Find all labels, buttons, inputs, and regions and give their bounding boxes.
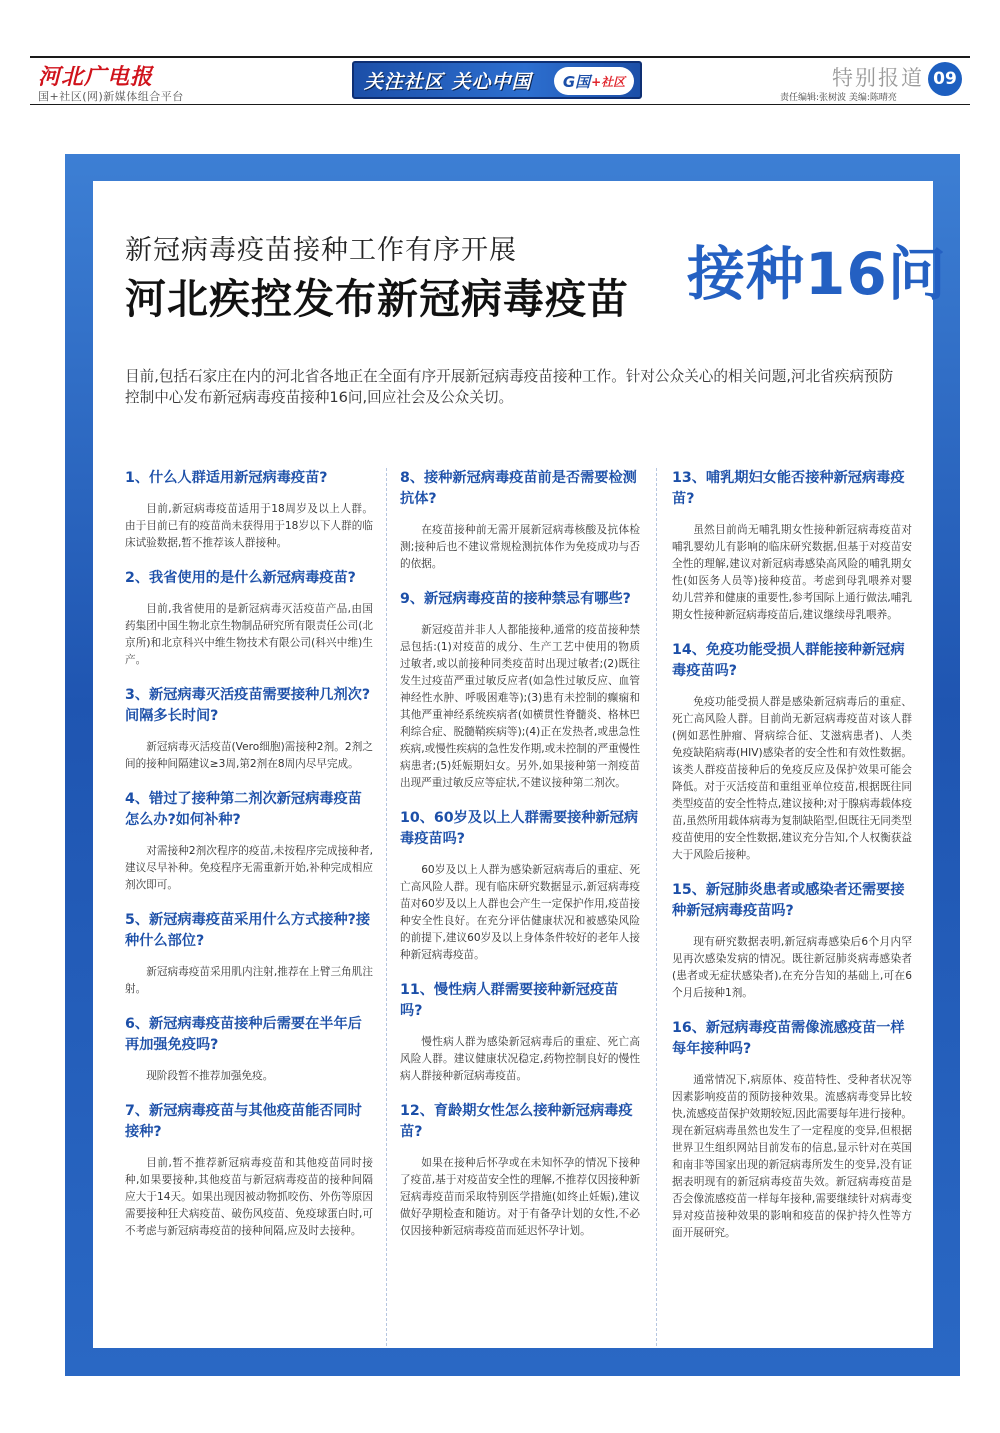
question-heading: 9、新冠病毒疫苗的接种禁忌有哪些? <box>400 591 631 607</box>
answer-text: 新冠疫苗并非人人都能接种,通常的疫苗接种禁忌包括:(1)对疫苗的成分、生产工艺中使用的物质过敏者,或以前接种同类疫苗时出现过敏者;(2)既往发生过疫苗严重过敏反应者(如急性过敏反应、血管神经性水肿、呼吸困难等);(3)患有未控制的癫痫和其他严重神经系统疾病者(如横贯性脊髓炎、格林巴利综合症、脱髓鞘疾病等);(4)正在发热者,或患急性疾病,或慢性疾病的急性发作期,或未控制的严重慢性病患者;(5)妊娠期妇女。另外,如果接种第一剂疫苗出现严重过敏反应等症状,不建议接种第二剂次。 <box>400 624 640 789</box>
article-lead: 目前,包括石家庄在内的河北省各地正在全面有序开展新冠病毒疫苗接种工作。针对公众关心的相关问题,河北省疾病预防控制中心发布新冠病毒疫苗接种16问,回应社会及公众关切。 <box>125 368 894 406</box>
answer-text: 现有研究数据表明,新冠病毒感染后6个月内罕见再次感染发病的情况。既往新冠肺炎病毒感染者(患者或无症状感染者),在充分告知的基础上,可在6个月后接种1剂。 <box>672 936 912 999</box>
question-heading: 13、哺乳期妇女能否接种新冠病毒疫苗? <box>672 470 905 507</box>
article-subtitle: 新冠病毒疫苗接种工作有序开展 <box>125 235 517 266</box>
column-1 <box>125 468 373 1256</box>
question-heading: 4、错过了接种第二剂次新冠病毒疫苗怎么办?如何补种? <box>125 791 362 828</box>
answer-text: 60岁及以上人群为感染新冠病毒后的重症、死亡高风险人群。现有临床研究数据显示,新冠病毒疫苗对60岁及以上人群也会产生一定保护作用,疫苗接种安全性良好。在充分评估健康状况和被感染风险的前提下,建议60岁及以上身体条件较好的老年人接种新冠病毒疫苗。 <box>400 864 640 961</box>
column-divider <box>656 468 657 1346</box>
question-heading: 5、新冠病毒疫苗采用什么方式接种?接种什么部位? <box>125 912 371 949</box>
answer-text: 目前,暂不推荐新冠病毒疫苗和其他疫苗同时接种,如果要接种,其他疫苗与新冠病毒疫苗的接种间隔应大于14天。如果出现因被动物抓咬伤、外伤等原因需要接种狂犬病疫苗、破伤风疫苗、免疫球蛋白时,可不考虑与新冠病毒疫苗的接种间隔,应及时去接种。 <box>125 1157 373 1237</box>
column-divider <box>386 468 387 1346</box>
article-title-emphasis: 接种16问 <box>687 240 947 308</box>
question-heading: 3、新冠病毒灭活疫苗需要接种几剂次?间隔多长时间? <box>125 687 371 724</box>
answer-text: 如果在接种后怀孕或在未知怀孕的情况下接种了疫苗,基于对疫苗安全性的理解,不推荐仅因接种新冠病毒疫苗而采取特别医学措施(如终止妊娠),建议做好孕期检查和随访。对于有备孕计划的女性,不必仅因接种新冠病毒疫苗而延迟怀孕计划。 <box>400 1157 640 1237</box>
question-heading: 6、新冠病毒疫苗接种后需要在半年后再加强免疫吗? <box>125 1016 362 1053</box>
header-bottom-rule <box>30 104 970 105</box>
question-heading: 15、新冠肺炎患者或感染者还需要接种新冠病毒疫苗吗? <box>672 882 905 919</box>
question-heading: 12、育龄期女性怎么接种新冠病毒疫苗? <box>400 1103 633 1140</box>
answer-text: 在疫苗接种前无需开展新冠病毒核酸及抗体检测;接种后也不建议常规检测抗体作为免疫成功与否的依据。 <box>400 524 640 570</box>
masthead-logo: 河北广电报 <box>38 64 154 90</box>
question-heading: 8、接种新冠病毒疫苗前是否需要检测抗体? <box>400 470 637 507</box>
question-heading: 16、新冠病毒疫苗需像流感疫苗一样每年接种吗? <box>672 1020 905 1057</box>
editors-credit: 责任编辑:张树波 美编:陈晴亮 <box>780 93 897 103</box>
banner-text: 关注社区 关心中国 <box>364 70 532 93</box>
banner-logo-text: G国 <box>562 72 591 91</box>
answer-text: 新冠病毒疫苗采用肌内注射,推荐在上臂三角肌注射。 <box>125 966 373 995</box>
banner-logo <box>554 67 634 95</box>
column-2 <box>400 468 640 1256</box>
section-name: 特别报道 <box>832 66 924 90</box>
banner-logo-plus: +社区 <box>591 74 626 89</box>
masthead-subtitle: 国+社区(网)新媒体组合平台 <box>38 90 184 103</box>
question-heading: 11、慢性病人群需要接种新冠疫苗吗? <box>400 982 619 1019</box>
answer-text: 通常情况下,病原体、疫苗特性、受种者状况等因素影响疫苗的预防接种效果。流感病毒变异比较快,流感疫苗保护效期较短,因此需要每年进行接种。现在新冠病毒虽然也发生了一定程度的变异,但根据世界卫生组织网站目前发布的信息,显示针对在英国和南非等国家出现的新冠病毒所发生的变异,没有证据表明现有的新冠病毒疫苗失效。新冠病毒疫苗是否会像流感疫苗一样每年接种,需要继续针对病毒变异对疫苗接种效果的影响和疫苗的保护持久性等方面开展研究。 <box>672 1074 912 1239</box>
answer-text: 目前,我省使用的是新冠病毒灭活疫苗产品,由国药集团中国生物北京生物制品研究所有限责任公司(北京所)和北京科兴中维生物技术有限公司(科兴中维)生产。 <box>125 603 373 666</box>
question-heading: 7、新冠病毒疫苗与其他疫苗能否同时接种? <box>125 1103 362 1140</box>
question-heading: 10、60岁及以上人群需要接种新冠病毒疫苗吗? <box>400 810 639 847</box>
question-heading: 14、免疫功能受损人群能接种新冠病毒疫苗吗? <box>672 642 905 679</box>
article-title: 河北疾控发布新冠病毒疫苗 <box>125 275 629 323</box>
answer-text: 现阶段暂不推荐加强免疫。 <box>146 1070 274 1082</box>
answer-text: 免疫功能受损人群是感染新冠病毒后的重症、死亡高风险人群。目前尚无新冠病毒疫苗对该人群(例如恶性肿瘤、肾病综合征、艾滋病患者)、人类免疫缺陷病毒(HIV)感染者的安全性和有效性数据。该类人群疫苗接种后的免疫反应及保护效果可能会降低。对于灭活疫苗和重组亚单位疫苗,根据既往同类型疫苗的安全性特点,建议接种;对于腺病毒载体疫苗,虽然所用载体病毒为复制缺陷型,但既往无同类型疫苗使用的安全性数据,建议充分告知,个人权衡获益大于风险后接种。 <box>672 696 912 861</box>
header-top-rule <box>30 56 970 58</box>
answer-text: 目前,新冠病毒疫苗适用于18周岁及以上人群。由于目前已有的疫苗尚未获得用于18岁以下人群的临床试验数据,暂不推荐该人群接种。 <box>125 503 373 549</box>
question-heading: 1、什么人群适用新冠病毒疫苗? <box>125 470 328 486</box>
header-banner <box>352 61 642 99</box>
page-number: 09 <box>928 62 962 96</box>
column-3 <box>672 468 912 1258</box>
question-heading: 2、我省使用的是什么新冠病毒疫苗? <box>125 570 356 586</box>
answer-text: 慢性病人群为感染新冠病毒后的重症、死亡高风险人群。建议健康状况稳定,药物控制良好的慢性病人群接种新冠病毒疫苗。 <box>400 1036 640 1082</box>
answer-text: 对需接种2剂次程序的疫苗,未按程序完成接种者,建议尽早补种。免疫程序无需重新开始,补种完成相应剂次即可。 <box>125 845 373 891</box>
answer-text: 新冠病毒灭活疫苗(Vero细胞)需接种2剂。2剂之间的接种间隔建议≥3周,第2剂在8周内尽早完成。 <box>125 741 373 770</box>
answer-text: 虽然目前尚无哺乳期女性接种新冠病毒疫苗对哺乳婴幼儿有影响的临床研究数据,但基于对疫苗安全性的理解,建议对新冠病毒感染高风险的哺乳期女性(如医务人员等)接种疫苗。考虑到母乳喂养对婴幼儿营养和健康的重要性,参考国际上通行做法,哺乳期女性接种新冠病毒疫苗后,建议继续母乳喂养。 <box>672 524 912 621</box>
page-header <box>0 0 1000 108</box>
